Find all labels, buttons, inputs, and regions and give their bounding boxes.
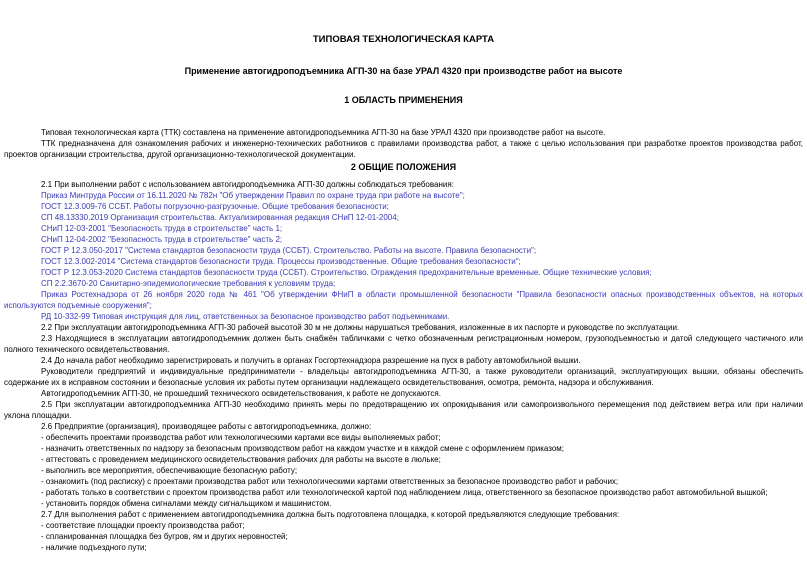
reference-link[interactable]: ГОСТ 12.3.009-76 ССБТ. Работы погрузочно-разгрузочные. Общие требования безопасности; xyxy=(41,202,389,211)
paragraph: Автогидроподъемник АГП-30, не прошедший технического освидетельствования, к работе не допускаются. xyxy=(41,389,441,398)
paragraph: 2.4 До начала работ необходимо зарегистрировать и получить в органах Госгортехнадзора разрешение на пуск в работу автомобильной вышки. xyxy=(41,356,581,365)
reference-link[interactable]: Приказ Минтруда России от 16.11.2020 № 782н "Об утверждении Правил по охране труда при работе на высоте"; xyxy=(41,191,465,200)
reference-link[interactable]: СНиП 12-03-2001 "Безопасность труда в строительстве" часть 1; xyxy=(41,224,283,233)
reference-link[interactable]: Приказ Ростехнадзора от 26 ноября 2020 года № 461 "Об утверждении ФНиП в области промышленной безопасности "Правила безопасности опасных производственных объектов, на которых используются подъемные сооружения"; xyxy=(4,290,803,310)
list-item: - аттестовать с проведением медицинского освидетельствования рабочих для работы на высоте в люльке; xyxy=(41,455,441,464)
section-1-heading: 1 ОБЛАСТЬ ПРИМЕНЕНИЯ xyxy=(344,95,463,105)
doc-title: ТИПОВАЯ ТЕХНОЛОГИЧЕСКАЯ КАРТА xyxy=(312,34,495,45)
paragraph: 2.2 При эксплуатации автогидроподъемника АГП-30 рабочей высотой 30 м не должны нарушаться требования, изложенные в их паспорте и руководстве по эксплуатации. xyxy=(41,323,680,332)
list-item: - работать только в соответствии с проектом производства работ или технологической картой под наблюдением лица, ответственного за безопасное производство работ автомобильной вышкой; xyxy=(41,488,768,497)
list-item: - соответствие площадки проекту производства работ; xyxy=(41,521,245,530)
paragraph: Типовая технологическая карта (ТТК) составлена на применение автогидроподъемника АГП-30 на базе УРАЛ 4320 при производстве работ на высоте. xyxy=(41,128,606,137)
list-item: - выполнить все мероприятия, обеспечивающие безопасную работу; xyxy=(41,466,298,475)
section-2-heading: 2 ОБЩИЕ ПОЛОЖЕНИЯ xyxy=(350,162,457,172)
paragraph: 2.7 Для выполнения работ с применением автогидроподъемника должна быть подготовлена площадка, к которой предъявляются следующие требования: xyxy=(41,510,620,519)
paragraph: 2.5 При эксплуатации автогидроподъемника АГП-30 необходимо принять меры по предотвращению их опрокидывания или самопроизвольного перемещения под действием ветра или при наличии уклона площадки. xyxy=(4,400,803,420)
reference-link[interactable]: СП 2.2.3670-20 Санитарно-эпидемиологические требования к условиям труда; xyxy=(41,279,336,288)
reference-link[interactable]: СНиП 12-04-2002 "Безопасность труда в строительстве" часть 2; xyxy=(41,235,283,244)
reference-link[interactable]: СП 48.13330.2019 Организация строительства. Актуализированная редакция СНиП 12-01-2004; xyxy=(41,213,399,222)
reference-link[interactable]: ГОСТ 12.3.002-2014 "Система стандартов безопасности труда. Процессы производственные. Общие требования безопасности"; xyxy=(41,257,521,266)
list-item: - спланированная площадка без бугров, ям и других неровностей; xyxy=(41,532,288,541)
paragraph: ТТК предназначена для ознакомления рабочих и инженерно-технических работников с правилами производства работ, а также с целью использования при разработке проектов производства работ, проектов организации строительства, другой организационно-технологической документации. xyxy=(4,139,803,159)
list-item: - наличие подъездного пути; xyxy=(41,543,147,552)
list-item: - назначить ответственных по надзору за безопасным производством работ на каждом участке и в каждой смене с оформлением приказом; xyxy=(41,444,565,453)
paragraph: 2.6 Предприятие (организация), производящее работы с автогидроподъемника, должно: xyxy=(41,422,372,431)
reference-link[interactable]: ГОСТ Р 12.3.050-2017 "Система стандартов безопасности труда (ССБТ). Строительство. Работы на высоте. Правила безопасности"; xyxy=(41,246,537,255)
doc-subtitle: Применение автогидроподъемника АГП-30 на базе УРАЛ 4320 при производстве работ на высоте xyxy=(184,66,623,76)
list-item: - ознакомить (под расписку) с проектами производства работ или технологическими картами ответственных за безопасное производство работ и рабочих; xyxy=(41,477,619,486)
reference-link[interactable]: РД 10-332-99 Типовая инструкция для лиц, ответственных за безопасное производство работ подъемниками. xyxy=(41,312,450,321)
paragraph: 2.3 Находящиеся в эксплуатации автогидроподъемник должен быть снабжён табличками с четко обозначенным регистрационным номером, грузоподъемностью и датой следующего частичного или полного технического освидетельствования. xyxy=(4,334,803,354)
list-item: - обеспечить проектами производства работ или технологическими картами все виды выполняемых работ; xyxy=(41,433,441,442)
list-item: - установить порядок обмена сигналами между сигнальщиком и машинистом. xyxy=(41,499,332,508)
paragraph: Руководители предприятий и индивидуальные предприниматели - владельцы автогидроподъемника АГП-30, а также руководители организаций, эксплуатирующих вышки, обязаны обеспечить содержание их в исправном состоянии и безопасные условия их работы путем организации надлежащего освидетельствования, осмотра, ремонта, надзора и обслуживания. xyxy=(4,367,803,387)
reference-link[interactable]: ГОСТ Р 12.3.053-2020 Система стандартов безопасности труда (ССБТ). Строительство. Ограждения предохранительные временные. Общие технические условия; xyxy=(41,268,652,277)
paragraph: 2.1 При выполнении работ с использованием автогидроподъемника АГП-30 должны соблюдаться требования: xyxy=(41,180,454,189)
